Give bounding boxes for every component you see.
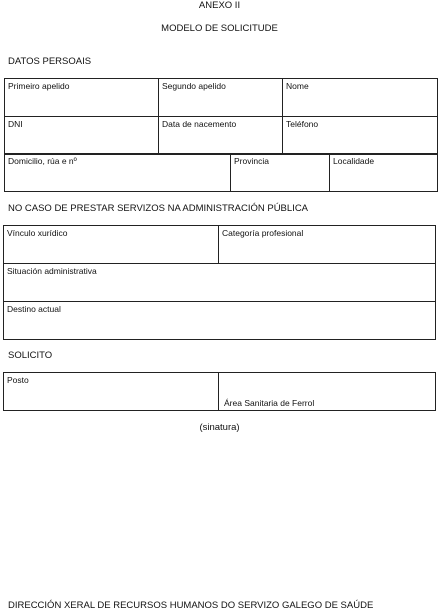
address-table [4,153,438,192]
legal-link-field[interactable] [4,226,219,264]
phone-label: Teléfono [286,119,319,129]
post-field[interactable] [4,373,219,411]
province-label: Provincia [234,156,269,166]
admin-situation-label: Situación administrativa [7,266,97,276]
legal-link-label: Vínculo xurídico [7,228,68,238]
signature-label: (sinatura) [199,422,240,433]
annex-label: ANEXO II [198,0,241,11]
current-post-field[interactable] [4,302,436,340]
address-label: Domicilio, rúa e nº [8,156,77,166]
professional-category-label: Categoría profesional [222,228,304,238]
form-title: MODELO DE SOLICITUDE [161,23,278,34]
name-label: Nome [286,81,309,91]
professional-category-field[interactable] [219,226,436,264]
locality-label: Localidade [333,156,375,166]
personal-data-heading: DATOS PERSOAIS [8,56,92,67]
province-field[interactable] [231,154,330,192]
footer-addressee: DIRECCIÓN XERAL DE RECURSOS HUMANOS DO SERVIZO GALEGO DE SAÚDE [8,600,374,611]
dni-field[interactable] [5,117,159,155]
locality-field[interactable] [330,154,438,192]
name-field[interactable] [283,79,438,117]
dni-label: DNI [8,119,23,129]
birth-date-label: Data de nacemento [162,119,237,129]
address-field[interactable] [5,154,231,192]
area-label: Área Sanitaria de Ferrol [224,398,315,408]
admin-situation-field[interactable] [4,264,436,302]
phone-field[interactable] [283,117,438,155]
post-label: Posto [7,375,29,385]
first-surname-label: Primeiro apelido [8,81,70,91]
second-surname-label: Segundo apelido [162,81,226,91]
public-administration-heading: NO CASO DE PRESTAR SERVIZOS NA ADMINISTRACIÓN PÚBLICA [8,203,309,214]
first-surname-field[interactable] [5,79,159,117]
area-field[interactable] [219,373,436,411]
request-table [3,372,436,411]
public-administration-table [3,225,436,340]
second-surname-field[interactable] [159,79,283,117]
personal-data-table [4,78,438,155]
current-post-label: Destino actual [7,304,61,314]
request-heading: SOLICITO [8,350,53,361]
birth-date-field[interactable] [159,117,283,155]
